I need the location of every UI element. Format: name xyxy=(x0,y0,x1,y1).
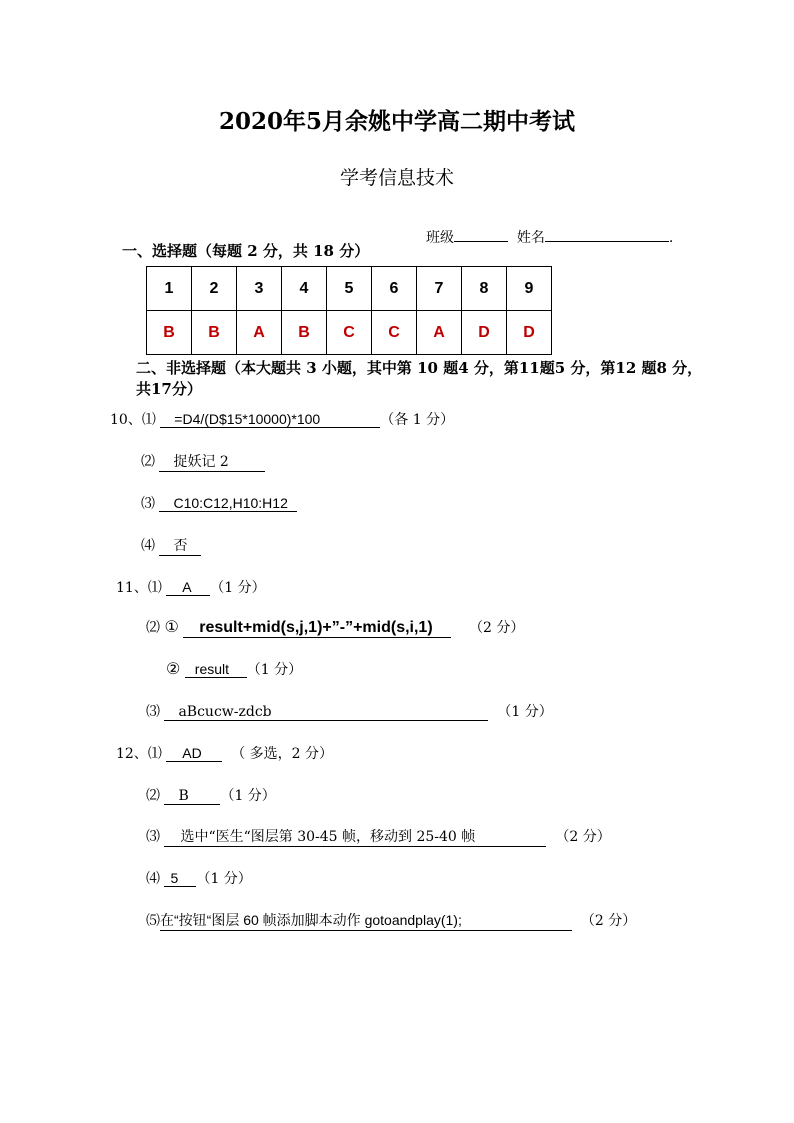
q11-score2-1: （2 分） xyxy=(469,620,525,636)
q11-answer1: A xyxy=(166,579,210,596)
answer-cell: A xyxy=(237,311,282,355)
q12-part2 xyxy=(146,785,276,805)
q10-part1 xyxy=(110,409,454,429)
q10-part4 xyxy=(141,535,201,556)
answer-cell: D xyxy=(507,311,552,355)
answer-cell: D xyxy=(462,311,507,355)
question-number: 3 xyxy=(237,267,282,311)
q10-answer2: 捉妖记 2 xyxy=(159,451,265,472)
q10-label: 10、⑴ xyxy=(110,412,156,428)
q11-score2-2: （1 分） xyxy=(246,662,303,678)
name-blank xyxy=(545,227,669,242)
q12-score5: （2 分） xyxy=(580,913,637,929)
q12-answer1: AD xyxy=(166,745,222,762)
q11-score1: （1 分） xyxy=(210,580,266,596)
end-mark: . xyxy=(668,230,674,246)
q12-label: 12、⑴ xyxy=(116,746,162,762)
question-number: 7 xyxy=(417,267,462,311)
q11-score3: （1 分） xyxy=(497,704,553,720)
class-blank xyxy=(454,227,508,242)
q11-answer2-2: result xyxy=(185,661,247,678)
q12-score3: （2 分） xyxy=(555,829,611,845)
question-number: 8 xyxy=(462,267,507,311)
answer-cell: B xyxy=(147,311,192,355)
q12-score4: （1 分） xyxy=(196,871,252,887)
q12-answer2: B xyxy=(164,788,220,805)
q11-part3 xyxy=(146,701,553,721)
q12-score2: （1 分） xyxy=(220,788,276,804)
q11-part3-label: ⑶ xyxy=(146,704,160,720)
question-number: 1 xyxy=(147,267,192,311)
q12-answer4: 5 xyxy=(164,870,196,887)
answer-cell: B xyxy=(282,311,327,355)
q11-circle1: ① xyxy=(164,617,179,636)
answer-row xyxy=(147,311,552,355)
q10-part4-label: ⑷ xyxy=(141,538,155,554)
answer-cell: A xyxy=(417,311,462,355)
question-number: 9 xyxy=(507,267,552,311)
q11-circle2: ② xyxy=(166,659,181,678)
name-label: 姓名 xyxy=(516,230,545,246)
q12-part3 xyxy=(146,826,611,847)
q10-score1: （各 1 分） xyxy=(380,412,455,428)
q12-part3-label: ⑶ xyxy=(146,829,160,845)
q10-part3-label: ⑶ xyxy=(141,496,155,512)
q11-part2-label: ⑵ xyxy=(146,620,160,636)
q12-part1 xyxy=(116,743,333,763)
answer-cell: B xyxy=(192,311,237,355)
q12-answer5: 在“按钮“图层 60 帧添加脚本动作 gotoandplay(1); xyxy=(160,910,572,931)
q10-answer4: 否 xyxy=(159,535,201,556)
answer-cell: C xyxy=(372,311,417,355)
question-number: 2 xyxy=(192,267,237,311)
q11-answer2-1: result+mid(s,j,1)+”-”+mid(s,i,1) xyxy=(183,619,451,638)
section2-heading-line1: 二、非选择题（本大题共 3 小题，其中第 10 题4 分，第11题5 分，第12 题8 分， xyxy=(136,359,703,377)
q12-part4 xyxy=(146,868,252,888)
answer-table xyxy=(146,266,552,355)
answer-cell: C xyxy=(327,311,372,355)
q12-part5 xyxy=(146,910,636,931)
q12-answer3: 选中“医生“图层第 30-45 帧，移动到 25-40 帧 xyxy=(164,826,546,847)
q10-part2 xyxy=(141,451,265,472)
q12-part4-label: ⑷ xyxy=(146,871,160,887)
q11-label: 11、⑴ xyxy=(116,580,162,596)
q11-answer3: aBcucw-zdcb xyxy=(164,704,488,721)
q10-part2-label: ⑵ xyxy=(141,454,155,470)
page-subtitle: 学考信息技术 xyxy=(339,167,454,189)
question-number: 4 xyxy=(282,267,327,311)
page-title: 2020年5月余姚中学高二期中考试 xyxy=(218,108,576,135)
student-info xyxy=(426,227,673,247)
q11-part2-2 xyxy=(166,659,302,679)
q10-answer1: =D4/(D$15*10000)*100 xyxy=(160,411,380,428)
class-label: 班级 xyxy=(426,230,454,246)
q10-answer3: C10:C12,H10:H12 xyxy=(159,495,297,512)
section2-heading-line2: 共17分） xyxy=(136,380,202,398)
question-number-row xyxy=(147,267,552,311)
q12-part5-label: ⑸ xyxy=(146,913,160,929)
q11-part2-1 xyxy=(146,617,524,638)
section1-heading: 一、选择题（每题 2 分，共 18 分） xyxy=(122,242,370,260)
q11-part1 xyxy=(116,577,266,597)
question-number: 6 xyxy=(372,267,417,311)
q10-part3 xyxy=(141,493,297,513)
q12-part2-label: ⑵ xyxy=(146,788,160,804)
question-number: 5 xyxy=(327,267,372,311)
q12-score1: （ 多选，2 分） xyxy=(231,746,333,762)
